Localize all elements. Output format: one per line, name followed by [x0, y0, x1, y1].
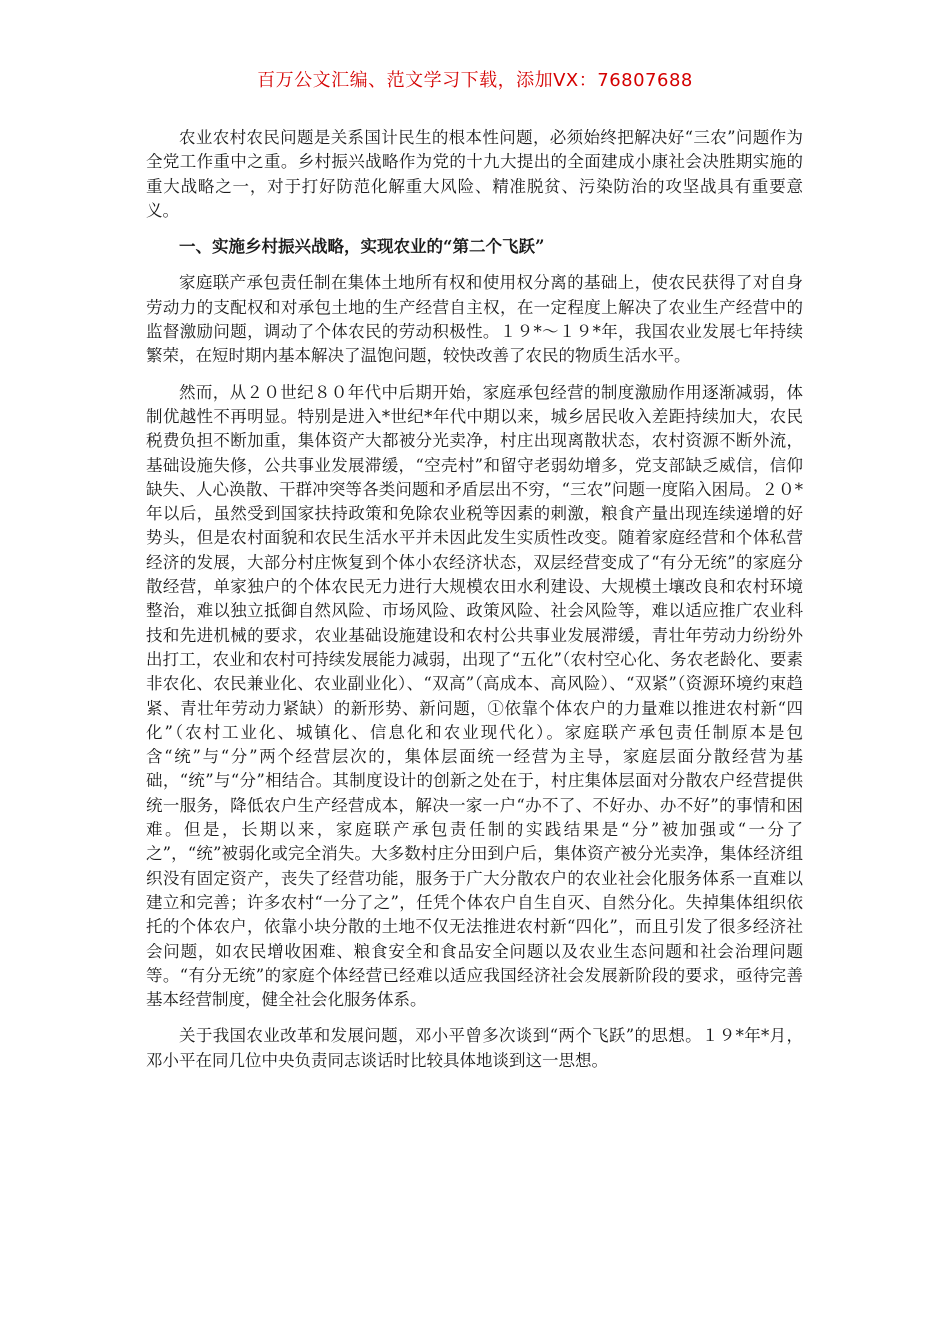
intro-paragraph: 农业农村农民问题是关系国计民生的根本性问题，必须始终把解决好“三农”问题作为全党工作重中之重。乡村振兴战略作为党的十九大提出的全面建成小康社会决胜期实施的重大战略之一，对于打好防范化解重大风险、精准脱贫、污染防治的攻坚战具有重要意义。 — [146, 128, 803, 220]
document-body — [146, 126, 803, 1073]
download-banner: 百万公文汇编、范文学习下载，添加VX：76807688 — [257, 70, 693, 91]
paragraph-1: 家庭联产承包责任制在集体土地所有权和使用权分离的基础上，使农民获得了对自身劳动力的支配权和对承包土地的生产经营自主权，在一定程度上解决了农业生产经营中的监督激励问题，调动了个体农民的劳动积极性。１９*～１９*年，我国农业发展七年持续繁荣，在短时期内基本解决了温饱问题，较快改善了农民的物质生活水平。 — [146, 273, 803, 366]
section-heading: 一、实施乡村振兴战略，实现农业的“第二个飞跃” — [179, 237, 545, 257]
paragraph-3: 关于我国农业改革和发展问题，邓小平曾多次谈到“两个飞跃”的思想。１９*年*月，邓小平在同几位中央负责同志谈话时比较具体地谈到这一思想。 — [146, 1026, 803, 1070]
paragraph-2: 然而，从２０世纪８０年代中后期开始，家庭承包经营的制度激励作用逐渐减弱，体制优越性不再明显。特别是进入*世纪*年代中期以来，城乡居民收入差距持续加大，农民税费负担不断加重，集体资产大都被分光卖净，村庄出现离散状态，农村资源不断外流，基础设施失修，公共事业发展滞缓，“空壳村”和留守老弱幼增多，党支部缺乏威信，信仰缺失、人心涣散、干群冲突等各类问题和矛盾层出不穷，“三农”问题一度陷入困局。２０*年以后，虽然受到国家扶持政策和免除农业税等因素的刺激，粮食产量出现连续递增的好势头，但是农村面貌和农民生活水平并未因此发生实质性改变。随着家庭经营和个体私营经济的发展，大部分村庄恢复到个体小农经济状态，双层经营变成了“有分无统”的家庭分散经营，单家独户的个体农民无力进行大规模农田水利建设、大规模土壤改良和农村环境整治，难以独立抵御自然风险、市场风险、政策风险、社会风险等，难以适应推广农业科技和先进机械的要求，农业基础设施建设和农村公共事业发展滞缓，青壮年劳动力纷纷外出打工，农业和农村可持续发展能力减弱，出现了“五化”（农村空心化、务农老龄化、要素非农化、农民兼业化、农业副业化）、“双高”（高成本、高风险）、“双紧”（资源环境约束趋紧、青壮年劳动力紧缺）的新形势、新问题，①依靠个体农户的力量难以推进农村新“四化”（农村工业化、城镇化、信息化和农业现代化）。家庭联产承包责任制原本是包含“统”与“分”两个经营层次的，集体层面统一经营为主导，家庭层面分散经营为基础，“统”与“分”相结合。其制度设计的创新之处在于，村庄集体层面对分散农户经营提供统一服务，降低农户生产经营成本，解决一家一户“办不了、不好办、办不好”的事情和困难。但是，长期以来，家庭联产承包责任制的实践结果是“分”被加强或“一分了之”，“统”被弱化或完全消失。大多数村庄分田到户后，集体资产被分光卖净，集体经济组织没有固定资产，丧失了经营功能，服务于广大分散农户的农业社会化服务体系一直难以建立和完善；许多农村“一分了之”，任凭个体农户自生自灭、自然分化。失掉集体组织依托的个体农户，依靠小块分散的土地不仅无法推进农村新“四化”，而且引发了很多经济社会问题，如农民增收困难、粮食安全和食品安全问题以及农业生态问题和社会治理问题等。“有分无统”的家庭个体经营已经难以适应我国经济社会发展新阶段的要求，亟待完善基本经营制度，健全社会化服务体系。 — [146, 382, 803, 1010]
